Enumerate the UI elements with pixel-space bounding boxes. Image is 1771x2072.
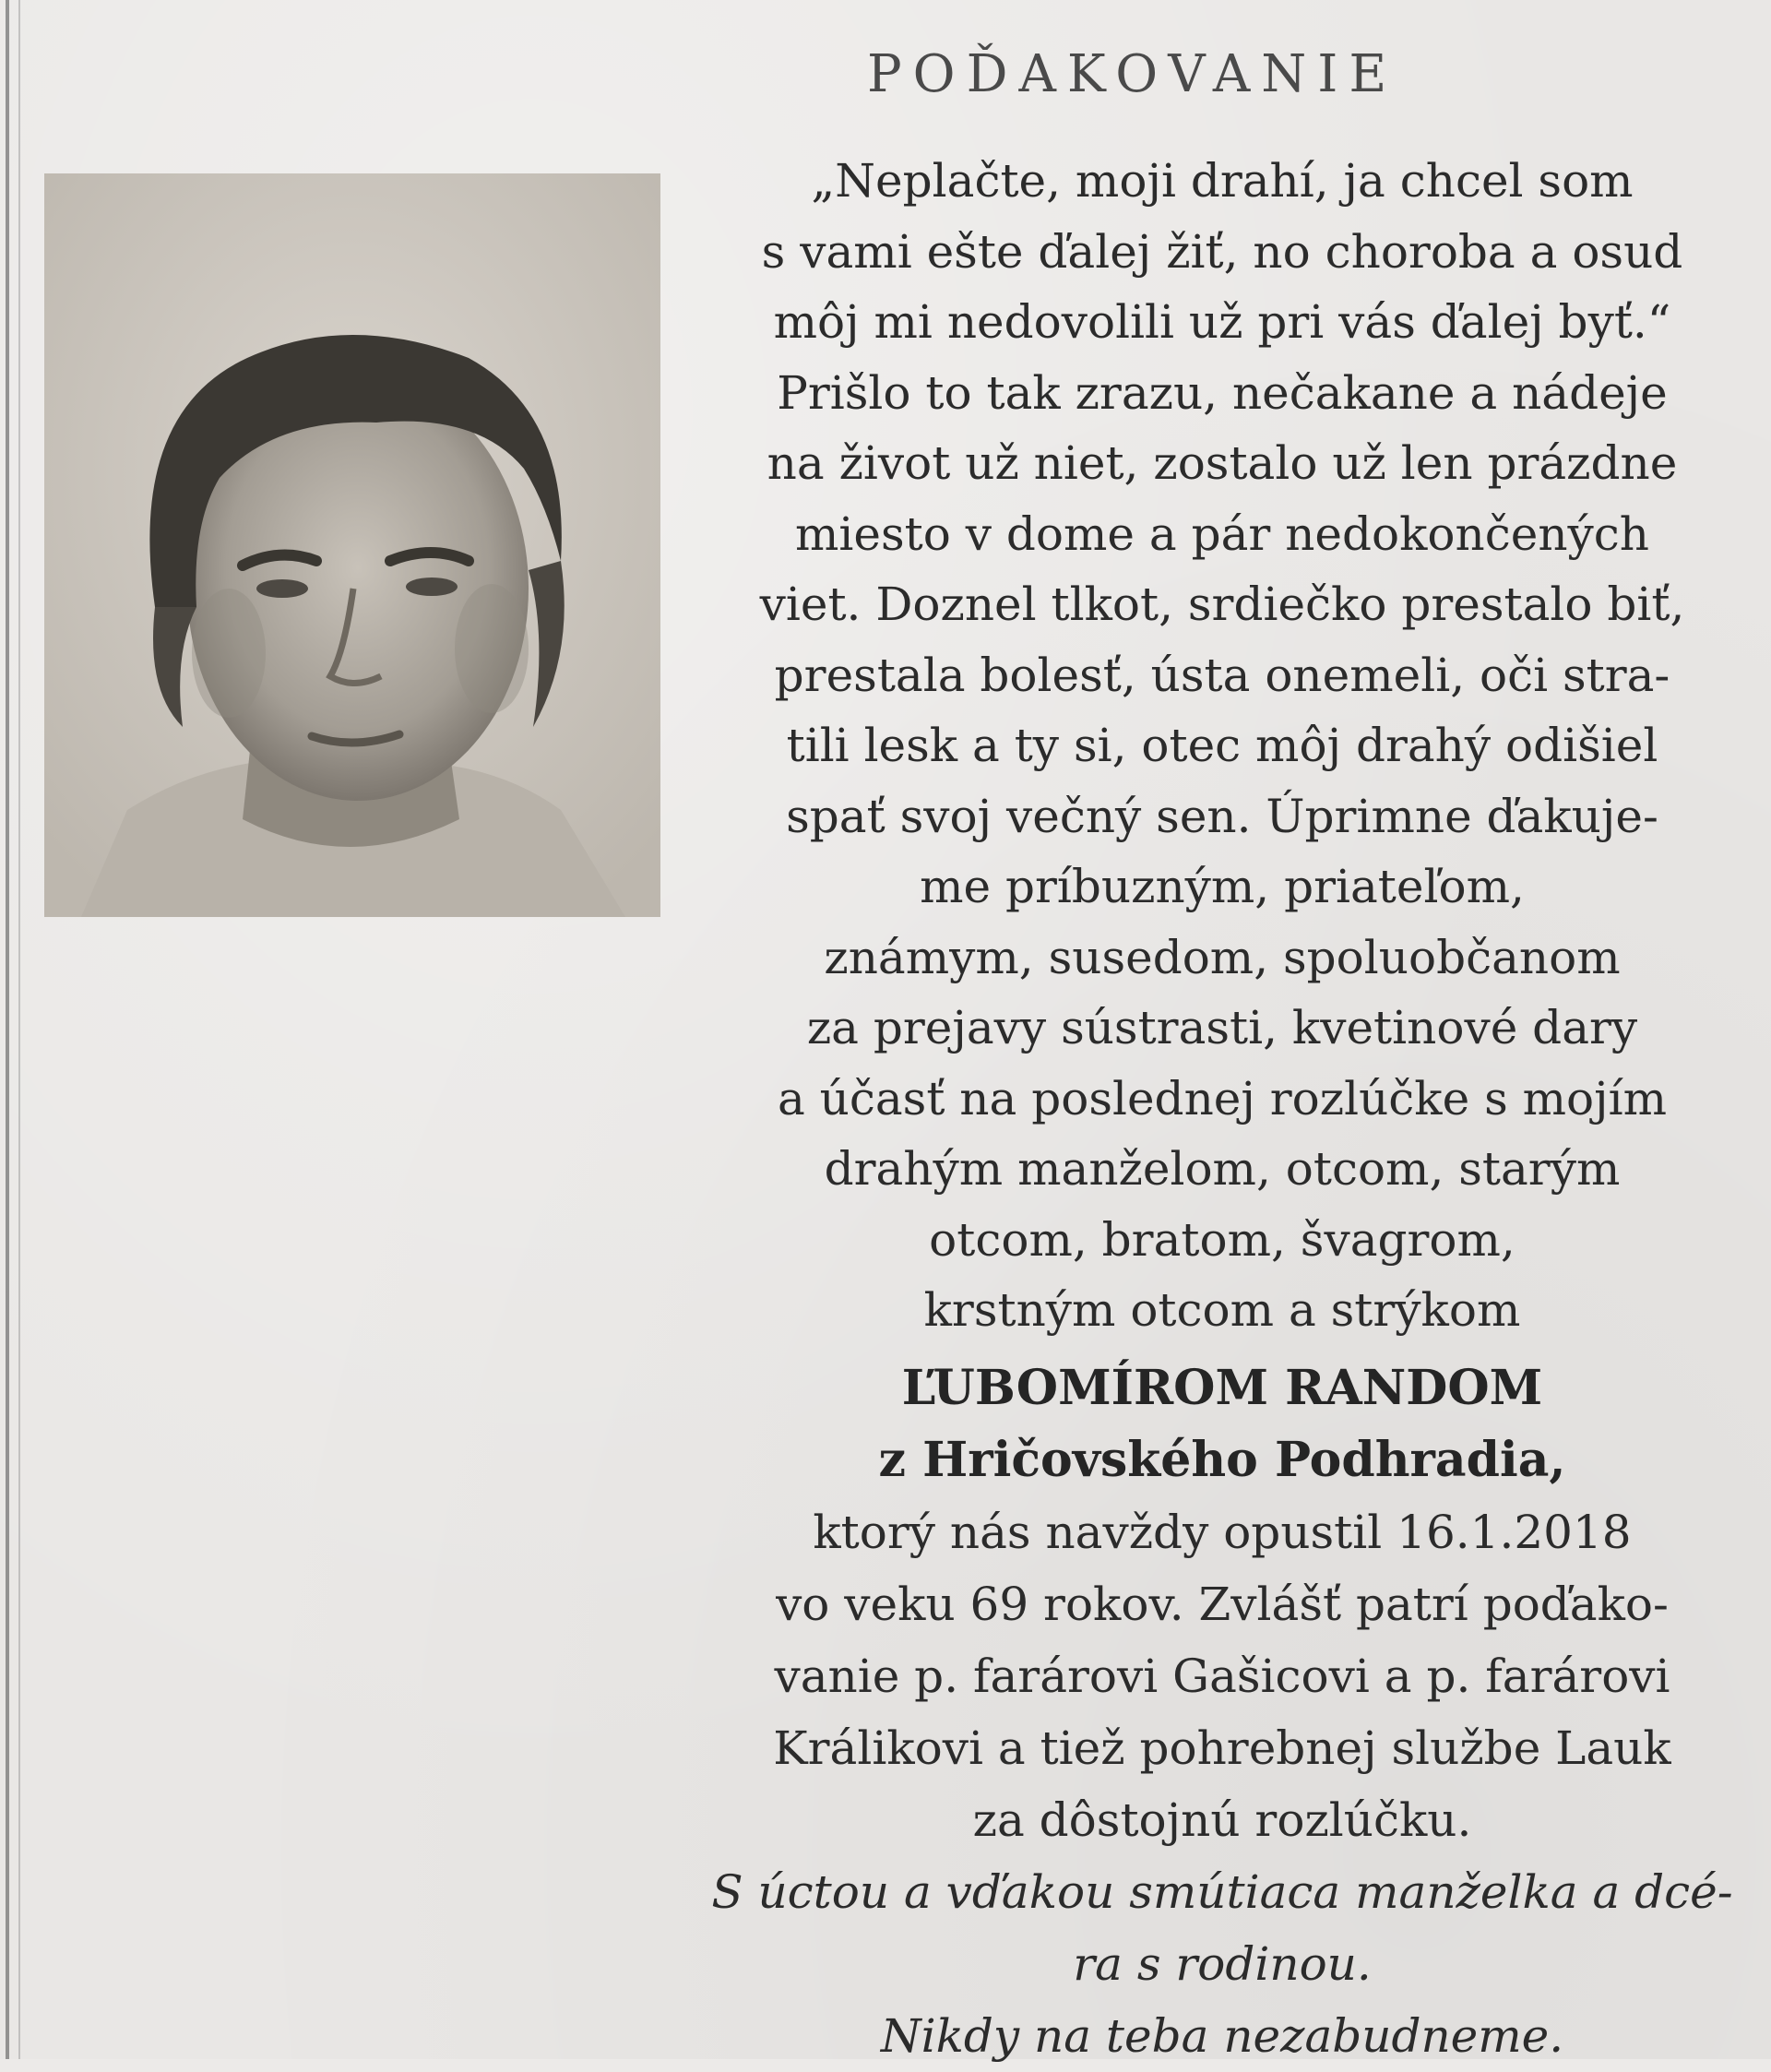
body-line: krstným otcom a strýkom <box>923 1283 1521 1337</box>
portrait-photo-icon <box>44 173 660 917</box>
body-line: na život už niet, zostalo už len prázdne <box>767 436 1678 490</box>
detail-line: vanie p. farárovi Gašicovi a p. farárovi <box>774 1649 1670 1703</box>
notice-signature <box>710 1856 1734 2072</box>
notice-body <box>710 146 1734 1346</box>
body-line: môj mi nedovolili už pri vás ďalej byť.“ <box>773 295 1671 349</box>
body-line: drahým manželom, otcom, starým <box>824 1142 1621 1196</box>
detail-line: vo veku 69 rokov. Zvlášť patrí poďako- <box>776 1578 1669 1631</box>
body-line: Prišlo to tak zrazu, nečakane a nádeje <box>777 365 1668 420</box>
hometown-line: z Hričovského Podhradia, <box>878 1432 1566 1488</box>
detail-line: za dôstojnú rozlúčku. <box>972 1793 1472 1847</box>
body-line: a účasť na poslednej rozlúčke s mojím <box>777 1071 1668 1125</box>
page-edge-line <box>6 0 9 2059</box>
signature-line: S úctou a vďakou smútiaca manželka a dcé- <box>711 1865 1733 1919</box>
name-line: ĽUBOMÍROM RANDOM <box>901 1360 1543 1416</box>
body-line: otcom, bratom, švagrom, <box>929 1212 1515 1267</box>
detail-line: Králikovi a tiež pohrebnej službe Lauk <box>773 1721 1671 1775</box>
notice-title: POĎAKOVANIE <box>867 44 1398 104</box>
body-line: prestala bolesť, ústa onemeli, oči stra- <box>774 648 1670 702</box>
body-line: spať svoj večný sen. Úprimne ďakuje- <box>786 789 1658 843</box>
body-line: „Neplačte, moji drahí, ja chcel som <box>811 154 1634 208</box>
page-edge-line-secondary <box>18 0 20 2059</box>
notice-details <box>710 1496 1734 1856</box>
signature-line: Nikdy na teba nezabudneme. <box>880 2009 1564 2063</box>
body-line: za prejavy sústrasti, kvetinové dary <box>806 1001 1638 1054</box>
body-line: známym, susedom, spoluobčanom <box>824 930 1621 984</box>
detail-line: ktorý nás navždy opustil 16.1.2018 <box>813 1506 1632 1559</box>
signature-line: ra s rodinou. <box>1073 1937 1372 1991</box>
body-line: me príbuzným, priateľom, <box>920 860 1525 913</box>
body-line: miesto v dome a pár nedokončených <box>795 506 1649 561</box>
body-line: tili lesk a ty si, otec môj drahý odišiel <box>786 719 1658 772</box>
deceased-name <box>710 1352 1734 1496</box>
body-line: viet. Doznel tlkot, srdiečko prestalo biť, <box>759 578 1685 631</box>
body-line: s vami ešte ďalej žiť, no choroba a osud <box>761 224 1683 279</box>
